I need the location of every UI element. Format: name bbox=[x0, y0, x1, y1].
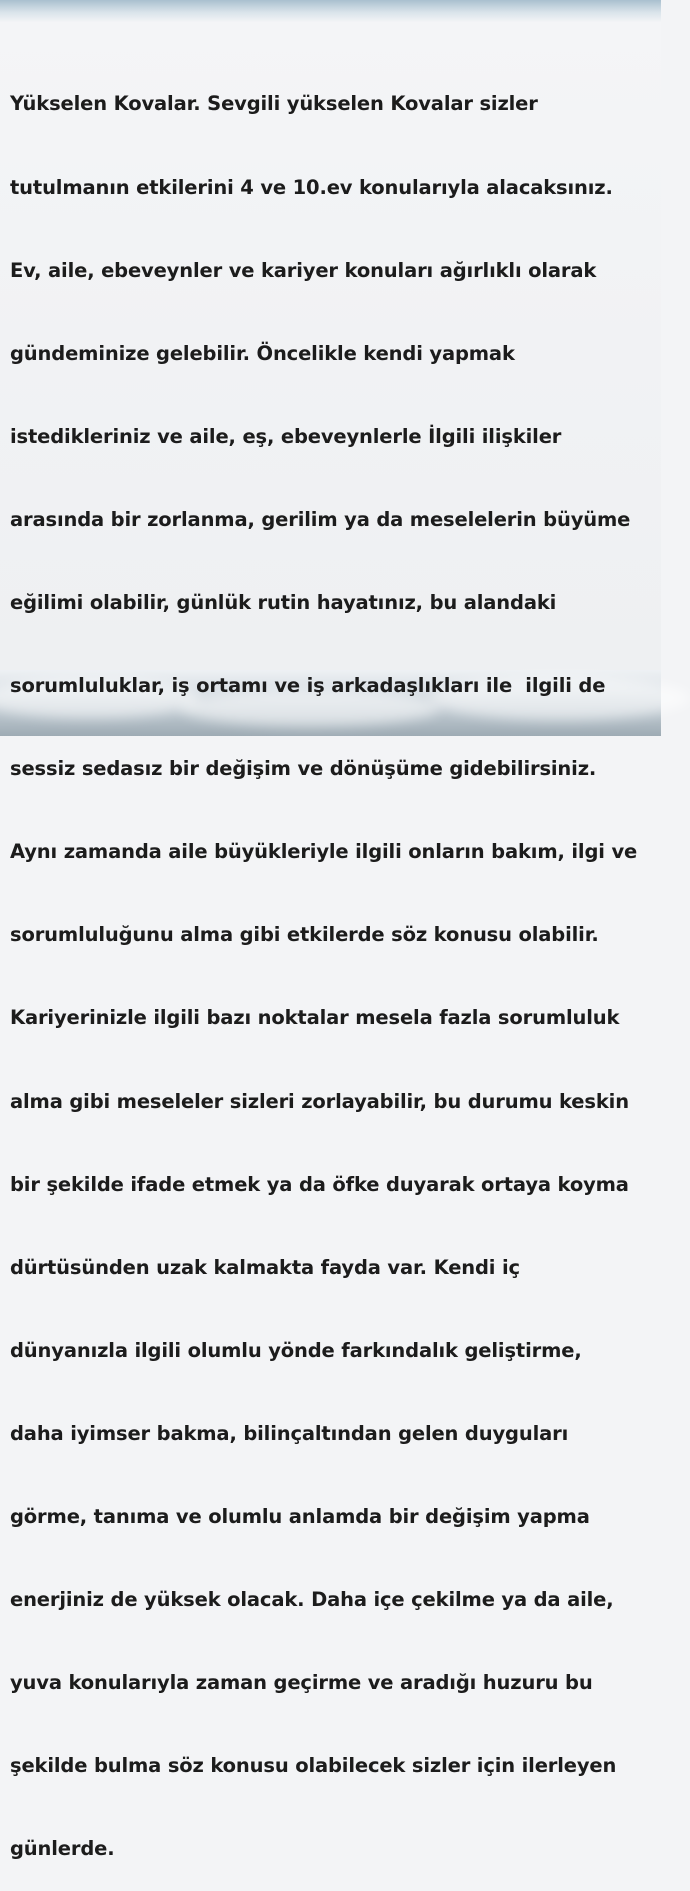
text-line: Ev, aile, ebeveynler ve kariyer konuları ağırlıklı olarak bbox=[10, 258, 597, 282]
text-line: istedikleriniz ve aile, eş, ebeveynlerle İlgili ilişkiler bbox=[10, 424, 562, 448]
text-line: tutulmanın etkilerini 4 ve 10.ev konularıyla alacaksınız. bbox=[10, 175, 613, 199]
text-line: alma gibi meseleler sizleri zorlayabilir, bu durumu keskin bbox=[10, 1089, 629, 1113]
sky-background-top bbox=[0, 0, 661, 22]
text-line: sorumluluğunu alma gibi etkilerde söz konusu olabilir. bbox=[10, 923, 599, 947]
text-line: şekilde bulma söz konusu olabilecek sizler için ilerleyen bbox=[10, 1754, 617, 1778]
text-line: yuva konularıyla zaman geçirme ve aradığı huzuru bu bbox=[10, 1671, 593, 1695]
text-line: Yükselen Kovalar. Sevgili yükselen Kovalar sizler bbox=[10, 92, 538, 116]
text-line: gündeminize gelebilir. Öncelikle kendi yapmak bbox=[10, 341, 515, 365]
text-line: enerjiniz de yüksek olacak. Daha içe çekilme ya da aile, bbox=[10, 1588, 614, 1612]
text-line: görme, tanıma ve olumlu anlamda bir değişim yapma bbox=[10, 1505, 590, 1528]
text-line: daha iyimser bakma, bilinçaltından gelen duyguları bbox=[10, 1421, 569, 1445]
text-line: dünyanızla ilgili olumlu yönde farkındalık geliştirme, bbox=[10, 1338, 582, 1362]
text-line: günlerde. bbox=[10, 1837, 115, 1861]
text-line: arasında bir zorlanma, gerilim ya da meselelerin büyüme bbox=[10, 507, 631, 531]
horoscope-text bbox=[10, 35, 661, 1891]
text-line: sorumluluklar, iş ortamı ve iş arkadaşlıkları ile ilgili de bbox=[10, 674, 606, 698]
text-line: eğilimi olabilir, günlük rutin hayatınız, bu alandaki bbox=[10, 590, 557, 614]
text-line: bir şekilde ifade etmek ya da öfke duyarak ortaya koyma bbox=[10, 1172, 629, 1196]
text-line: Kariyerinizle ilgili bazı noktalar mesela fazla sorumluluk bbox=[10, 1006, 620, 1030]
text-line: sessiz sedasız bir değişim ve dönüşüme gidebilirsiniz. bbox=[10, 757, 597, 781]
text-line: Aynı zamanda aile büyükleriyle ilgili onların bakım, ilgi ve bbox=[10, 840, 638, 864]
text-line: dürtüsünden uzak kalmakta fayda var. Kendi iç bbox=[10, 1255, 520, 1279]
